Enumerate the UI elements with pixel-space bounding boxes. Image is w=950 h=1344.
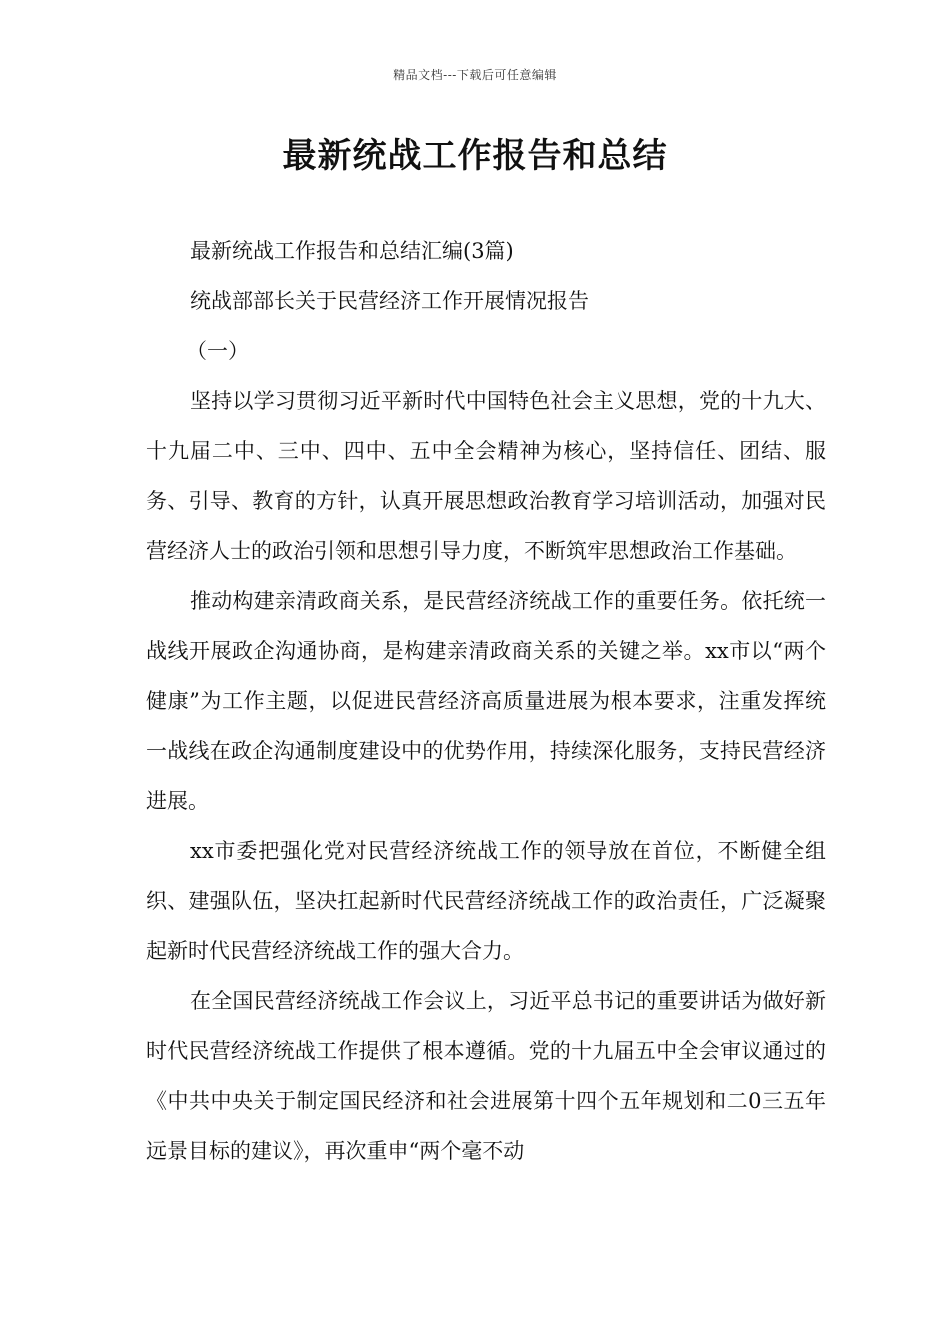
header-note: 精品文档---下载后可任意编辑 <box>393 68 557 82</box>
paragraph: 推动构建亲清政商关系，是民营经济统战工作的重要任务。依托统一战线开展政企沟通协商，是构建亲清政商关系的关键之举。xx市以“两个健康”为工作主题，以促进民营经济高质量进展为根本要求，注重发挥统一战线在政企沟通制度建设中的优势作用，持续深化服务，支持民营经济进展。 <box>146 589 826 813</box>
section-marker: （一） <box>186 339 249 363</box>
document-title: 最新统战工作报告和总结 <box>282 136 668 176</box>
paragraph: xx市委把强化党对民营经济统战工作的领导放在首位，不断健全组织、建强队伍，坚决扛起新时代民营经济统战工作的政治责任，广泛凝聚起新时代民营经济统战工作的强大合力。 <box>146 839 826 963</box>
document-subtitle: 最新统战工作报告和总结汇编(3篇) <box>190 239 514 263</box>
paragraph: 坚持以学习贯彻习近平新时代中国特色社会主义思想，党的十九大、十九届二中、三中、四中、五中全会精神为核心，坚持信任、团结、服务、引导、教育的方针，认真开展思想政治教育学习培训活动，加强对民营经济人士的政治引领和思想引导力度，不断筑牢思想政治工作基础。 <box>146 389 826 563</box>
document-body <box>146 226 826 1176</box>
report-title: 统战部部长关于民营经济工作开展情况报告 <box>190 289 589 313</box>
paragraph: 在全国民营经济统战工作会议上，习近平总书记的重要讲话为做好新时代民营经济统战工作提供了根本遵循。党的十九届五中全会审议通过的《中共中央关于制定国民经济和社会进展第十四个五年规划和二0三五年远景目标的建议》，再次重申“两个毫不动 <box>146 989 826 1163</box>
